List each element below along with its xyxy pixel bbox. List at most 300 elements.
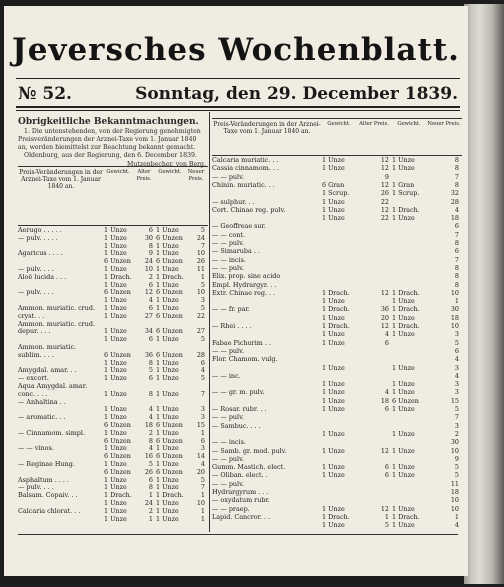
item-new-price: 27 xyxy=(196,327,205,336)
item-old-price: 34 xyxy=(144,327,153,336)
item-weight-new: 1 Scrup. xyxy=(392,189,420,198)
item-new-price: 26 xyxy=(196,257,205,266)
item-name: — — pulv. xyxy=(212,413,244,422)
item-weight: 1 Drach. xyxy=(322,322,350,330)
item-name: — — inc. xyxy=(212,371,241,380)
item-name: Elix. prop. sine acido xyxy=(212,272,281,281)
item-weight: 6 Unzen xyxy=(104,467,131,476)
item-new-price: 8 xyxy=(454,280,459,289)
price-table-left xyxy=(18,166,208,534)
table-row xyxy=(212,181,462,189)
notice-heading: Obrigkeitliche Bekanntmachungen. xyxy=(18,117,199,127)
item-old-price: 1 xyxy=(148,491,153,500)
item-weight-new: 1 Drach. xyxy=(156,272,184,281)
table-row xyxy=(212,339,462,347)
header-old-price: Alter Preis. xyxy=(359,121,389,127)
item-name: — — cont. xyxy=(212,230,245,239)
item-name: — — praep. xyxy=(212,504,250,513)
table-row xyxy=(18,413,208,421)
header-item-name: Preis-Veränderungen in der Arznei-Taxe vom 1. Januar 1840 an. xyxy=(213,121,321,135)
item-name: — Oliban. elect. . xyxy=(212,471,268,480)
table-row xyxy=(18,351,208,359)
item-name: Flor. Chamom. vulg. xyxy=(212,355,278,364)
item-old-price: 4 xyxy=(148,444,153,453)
item-weight: 1 Unze xyxy=(104,233,127,242)
item-old-price: 6 xyxy=(384,463,389,472)
item-weight: 1 Drach. xyxy=(104,491,132,500)
item-old-price: 5 xyxy=(148,460,153,468)
table-row xyxy=(212,214,462,222)
table-row xyxy=(18,483,208,491)
item-new-price: 28 xyxy=(196,350,205,359)
item-new-price: 3 xyxy=(454,388,459,397)
item-new-price: 7 xyxy=(454,255,459,264)
table-row xyxy=(212,272,462,280)
item-weight-new: 1 Drach. xyxy=(392,305,420,314)
item-old-price: 26 xyxy=(380,189,389,198)
item-new-price: 10 xyxy=(450,322,459,330)
item-name: — Simaruba . . xyxy=(212,247,260,256)
item-old-price: 6 xyxy=(384,471,389,480)
rule-double-a xyxy=(16,106,460,108)
table-row xyxy=(212,330,462,338)
table-header xyxy=(18,166,208,226)
table-row xyxy=(18,281,208,289)
item-new-price: 6 xyxy=(454,247,459,256)
item-new-price: 18 xyxy=(450,488,459,496)
item-weight-new: 1 Unze xyxy=(392,463,415,472)
item-old-price: 36 xyxy=(380,305,389,314)
item-weight: 1 Unze xyxy=(322,363,345,372)
table-row xyxy=(212,505,462,513)
item-weight: 1 Unze xyxy=(104,514,127,523)
item-name: cryst. . . xyxy=(18,311,45,320)
item-new-price: 6 xyxy=(454,222,459,231)
item-new-price: 1 xyxy=(200,506,205,515)
table-row xyxy=(212,281,462,289)
item-weight-new: 6 Unzen xyxy=(156,452,183,461)
item-old-price: 12 xyxy=(144,288,153,297)
item-weight-new: 1 Unze xyxy=(156,280,179,289)
item-new-price: 24 xyxy=(196,233,205,242)
item-weight-new: 1 Unze xyxy=(156,304,179,312)
table-row xyxy=(212,198,462,206)
item-old-price: 2 xyxy=(148,506,153,515)
item-weight: 1 Unze xyxy=(104,405,127,414)
item-weight-new: 6 Unzen xyxy=(156,288,183,297)
item-weight: 1 Unze xyxy=(322,446,345,455)
item-new-price: 30 xyxy=(450,438,459,447)
item-new-price: 5 xyxy=(200,226,205,234)
item-weight: 1 Unze xyxy=(322,504,345,513)
table-row xyxy=(212,256,462,264)
table-row xyxy=(18,234,208,242)
item-new-price: 8 xyxy=(454,156,459,164)
item-name: Balsam. Copaiv. . . xyxy=(18,491,78,500)
table-row xyxy=(212,206,462,214)
table-row xyxy=(212,355,462,363)
item-new-price: 5 xyxy=(200,335,205,344)
table-row xyxy=(18,265,208,273)
item-name: — Sambuc. . . . xyxy=(212,421,261,430)
header-weight-new: Gewicht. xyxy=(158,169,182,175)
item-weight: 1 Unze xyxy=(322,471,345,480)
item-weight-new: 1 Unze xyxy=(156,428,179,437)
item-weight: 1 Unze xyxy=(322,521,345,530)
item-old-price: 6 xyxy=(148,374,153,383)
item-old-price: 16 xyxy=(144,452,153,461)
item-name: Hydrargyrum . . . xyxy=(212,488,269,496)
item-old-price: 26 xyxy=(144,467,153,476)
item-name: — — incis. xyxy=(212,255,246,264)
item-weight: 1 Unze xyxy=(322,405,345,413)
item-new-price: 4 xyxy=(454,371,459,380)
item-weight-new: 1 Unze xyxy=(156,444,179,453)
item-name: conc. . . . xyxy=(18,389,48,398)
item-weight: 1 Unze xyxy=(104,226,127,234)
item-name: — — pulv. xyxy=(212,239,244,247)
item-weight: 6 Unzen xyxy=(104,288,131,297)
item-new-price: 4 xyxy=(454,355,459,364)
item-weight-new: 1 Drach. xyxy=(392,205,420,214)
item-weight: 1 Unze xyxy=(104,506,127,515)
header-new-price: Neuer Preis. xyxy=(427,121,461,127)
item-name: Cort. Chinae reg. pulv. xyxy=(212,205,286,214)
item-weight: 1 Unze xyxy=(104,413,127,422)
table-row xyxy=(18,452,208,460)
table-row xyxy=(212,480,462,488)
masthead-title: Jeversches Wochenblatt. xyxy=(12,32,460,68)
item-old-price: 8 xyxy=(148,241,153,250)
item-weight-new: 1 Unze xyxy=(392,363,415,372)
item-name: Ammon. muriatic. xyxy=(18,343,77,351)
item-name: Cassia cinnamom. . . xyxy=(212,164,279,173)
item-old-price: 6 xyxy=(148,475,153,484)
item-new-price: 18 xyxy=(450,214,459,223)
item-new-price: 1 xyxy=(200,428,205,437)
item-weight: 1 Unze xyxy=(322,156,345,164)
item-old-price: 12 xyxy=(380,164,389,173)
item-weight: 1 Unze xyxy=(322,338,345,347)
item-name: — Reginae Hung. xyxy=(18,460,75,468)
item-new-price: 11 xyxy=(196,265,205,273)
item-weight: 1 Unze xyxy=(322,380,345,389)
item-old-price: 22 xyxy=(380,214,389,223)
item-old-price: 4 xyxy=(384,330,389,339)
item-weight-new: 1 Unze xyxy=(156,483,179,492)
item-weight-new: 1 Unze xyxy=(156,249,179,258)
item-weight: 1 Unze xyxy=(322,164,345,173)
item-weight: 1 Unze xyxy=(104,249,127,258)
item-weight-new: 1 Unze xyxy=(392,330,415,339)
item-name: depur. . . . xyxy=(18,327,51,336)
item-old-price: 9 xyxy=(384,172,389,181)
item-old-price: 24 xyxy=(144,257,153,266)
item-weight: 1 Drach. xyxy=(322,305,350,314)
table-row xyxy=(212,405,462,413)
item-weight-new: 1 Unze xyxy=(156,366,179,375)
table-row xyxy=(18,242,208,250)
issue-date: Sonntag, den 29. December 1839. xyxy=(135,84,458,104)
official-notice xyxy=(18,118,206,169)
item-weight-new: 6 Unzen xyxy=(156,257,183,266)
item-new-price: 9 xyxy=(454,454,459,463)
item-old-price: 5 xyxy=(148,366,153,375)
item-old-price: 8 xyxy=(148,483,153,492)
item-new-price: 1 xyxy=(200,514,205,523)
item-weight: 1 Unze xyxy=(104,265,127,273)
item-weight: 1 Unze xyxy=(104,499,127,507)
item-weight-new: 1 Unze xyxy=(392,504,415,513)
item-weight-new: 1 Unze xyxy=(156,506,179,515)
item-name: — — pulv. xyxy=(212,479,244,488)
item-new-price: 8 xyxy=(454,164,459,173)
item-new-price: 7 xyxy=(200,389,205,398)
item-weight: 6 Gran xyxy=(322,180,345,189)
table-row xyxy=(18,405,208,413)
table-row xyxy=(212,347,462,355)
item-new-price: 8 xyxy=(454,272,459,281)
item-weight: 1 Unze xyxy=(322,463,345,472)
item-weight-new: 1 Unze xyxy=(392,446,415,455)
item-new-price: 5 xyxy=(200,475,205,484)
item-weight-new: 1 Unze xyxy=(392,297,415,306)
item-new-price: 5 xyxy=(454,338,459,347)
table-row xyxy=(212,289,462,297)
item-new-price: 10 xyxy=(196,499,205,507)
item-name: — — pulv. xyxy=(212,454,244,463)
item-weight: 1 Unze xyxy=(104,280,127,289)
item-weight-new: 6 Unzen xyxy=(156,421,183,429)
item-name: — pulv. . . . . xyxy=(18,233,58,242)
item-name: — — pulv. xyxy=(212,346,244,355)
item-old-price: 20 xyxy=(380,313,389,322)
header-item-name: Preis-Veränderungen in der Arznei-Taxe vom 1. Januar 1840 an. xyxy=(19,169,103,190)
table-row xyxy=(18,335,208,343)
notice-text: 1. Die untenstehenden, von der Regierung genehmigten Preisveränderungen der Arznei-Taxe vom 1. Januar 1840 an, werden hiemittelst zur Beachtung bekannt gemacht. xyxy=(18,128,201,151)
table-row xyxy=(212,189,462,197)
item-weight-new: 1 Unze xyxy=(156,405,179,414)
table-row xyxy=(18,288,208,296)
item-weight: 1 Unze xyxy=(322,297,345,306)
signature-right: von Berg. xyxy=(175,161,206,168)
item-name: — — pulv. xyxy=(212,172,244,181)
table-row xyxy=(212,372,462,380)
item-weight-new: 1 Unze xyxy=(156,241,179,250)
item-weight: 1 Unze xyxy=(104,358,127,367)
item-new-price: 7 xyxy=(454,172,459,181)
dateline xyxy=(18,84,458,104)
item-weight-new: 1 Unze xyxy=(156,475,179,484)
item-new-price: 4 xyxy=(454,521,459,530)
item-name: Aloë lucida . . . xyxy=(18,272,67,281)
item-weight: 1 Scrup. xyxy=(322,189,350,198)
table-row xyxy=(212,364,462,372)
item-new-price: 28 xyxy=(450,197,459,206)
item-name: Asphaltum . . . . xyxy=(18,475,69,484)
item-new-price: 18 xyxy=(450,313,459,322)
item-old-price: 12 xyxy=(380,288,389,297)
item-weight-new: 1 Unze xyxy=(156,226,179,234)
item-new-price: 1 xyxy=(200,491,205,500)
item-new-price: 7 xyxy=(200,241,205,250)
item-new-price: 3 xyxy=(454,363,459,372)
item-new-price: 3 xyxy=(200,444,205,453)
item-old-price: 12 xyxy=(380,504,389,513)
table-row xyxy=(18,437,208,445)
table-row xyxy=(212,430,462,438)
item-weight-new: 1 Unze xyxy=(392,156,415,164)
header-new-price: Neuer Preis. xyxy=(187,169,205,182)
item-weight-new: 1 Unze xyxy=(156,358,179,367)
item-new-price: 1 xyxy=(200,272,205,281)
table-row xyxy=(18,359,208,367)
item-weight: 1 Unze xyxy=(104,428,127,437)
item-new-price: 7 xyxy=(454,413,459,422)
item-new-price: 1 xyxy=(454,297,459,306)
item-name: Aerugo . . . . . xyxy=(18,226,62,234)
book-spine xyxy=(464,4,504,584)
item-old-price: 30 xyxy=(144,233,153,242)
item-name: — pulv. . . . xyxy=(18,265,54,273)
item-weight: 1 Unze xyxy=(104,460,127,468)
table-row xyxy=(212,222,462,230)
table-row xyxy=(212,239,462,247)
item-name: — excort. xyxy=(18,374,49,383)
table-row xyxy=(212,455,462,463)
header-weight: Gewicht. xyxy=(327,121,351,127)
table-row xyxy=(18,499,208,507)
table-row xyxy=(212,247,462,255)
item-old-price: 8 xyxy=(148,436,153,445)
item-weight-new: 6 Unzen xyxy=(156,233,183,242)
table-header xyxy=(212,118,462,156)
column-separator xyxy=(209,112,210,532)
item-old-price: 8 xyxy=(148,389,153,398)
table-row xyxy=(212,231,462,239)
item-old-price: 12 xyxy=(380,205,389,214)
item-old-price: 8 xyxy=(148,358,153,367)
item-new-price: 3 xyxy=(454,330,459,339)
item-weight: 1 Unze xyxy=(104,483,127,492)
item-name: Agaricus . . . . xyxy=(18,249,63,258)
item-weight-new: 1 Unze xyxy=(156,265,179,273)
table-row xyxy=(212,463,462,471)
item-weight-new: 6 Unzen xyxy=(156,350,183,359)
table-row xyxy=(212,297,462,305)
item-new-price: 10 xyxy=(450,446,459,455)
item-new-price: 7 xyxy=(200,483,205,492)
item-weight-new: 1 Unze xyxy=(156,413,179,422)
table-row xyxy=(18,327,208,335)
item-weight: 1 Unze xyxy=(104,444,127,453)
table-row xyxy=(18,507,208,515)
table-row xyxy=(212,422,462,430)
item-name: Chinin. muriatic. . . xyxy=(212,180,275,189)
item-old-price: 10 xyxy=(144,265,153,273)
table-row xyxy=(212,471,462,479)
item-name: — Rhei . . . . xyxy=(212,322,252,330)
item-old-price: 18 xyxy=(380,396,389,405)
item-new-price: 2 xyxy=(454,429,459,438)
item-weight: 1 Unze xyxy=(104,327,127,336)
item-name: — Rosar. rubr. . . xyxy=(212,405,267,413)
header-old-price: Alter Preis. xyxy=(136,169,152,182)
table-row xyxy=(18,444,208,452)
price-table-right xyxy=(212,118,462,534)
item-old-price: 6 xyxy=(148,304,153,312)
table-row xyxy=(18,249,208,257)
newspaper-page xyxy=(4,6,468,576)
item-weight: 1 Unze xyxy=(104,475,127,484)
item-name: — Cinnamom. simpl. xyxy=(18,428,85,437)
table-row xyxy=(18,374,208,382)
item-weight-new: 1 Unze xyxy=(392,214,415,223)
table-row xyxy=(212,314,462,322)
table-row xyxy=(18,226,208,234)
table-row xyxy=(212,438,462,446)
item-weight: 1 Unze xyxy=(104,311,127,320)
item-new-price: 10 xyxy=(450,504,459,513)
item-new-price: 5 xyxy=(200,280,205,289)
table-row xyxy=(18,468,208,476)
item-old-price: 24 xyxy=(144,499,153,507)
table-row xyxy=(212,305,462,313)
item-weight-new: 1 Unze xyxy=(392,313,415,322)
item-weight-new: 1 Unze xyxy=(392,380,415,389)
item-name: sublim. . . . xyxy=(18,350,54,359)
item-weight: 1 Unze xyxy=(322,388,345,397)
item-name: Extr. Chinae reg. . . xyxy=(212,288,276,297)
item-old-price: 12 xyxy=(380,446,389,455)
item-new-price: 10 xyxy=(450,288,459,297)
item-name: Gumm. Mastich. elect. xyxy=(212,463,286,472)
item-weight-new: 6 Unzen xyxy=(156,467,183,476)
item-new-price: 8 xyxy=(454,239,459,247)
rule-double-b xyxy=(16,110,460,111)
item-new-price: 5 xyxy=(200,374,205,383)
item-new-price: 30 xyxy=(450,305,459,314)
item-weight-new: 1 Unze xyxy=(156,460,179,468)
item-new-price: 5 xyxy=(454,471,459,480)
item-new-price: 4 xyxy=(200,366,205,375)
item-old-price: 1 xyxy=(384,512,389,521)
signature-name: Mutzenbecher. xyxy=(127,161,174,168)
item-old-price: 6 xyxy=(384,405,389,413)
item-weight-new: 1 Unze xyxy=(156,296,179,305)
item-weight: 1 Unze xyxy=(104,366,127,375)
item-new-price: 10 xyxy=(196,288,205,297)
item-name: Amygdal. amar. . . xyxy=(18,366,77,375)
item-new-price: 7 xyxy=(454,230,459,239)
item-name: Ammon. muriatic. crud. xyxy=(18,304,95,312)
table-row xyxy=(18,460,208,468)
item-old-price: 9 xyxy=(148,249,153,258)
table-row xyxy=(212,496,462,504)
item-weight: 6 Unzen xyxy=(104,257,131,266)
item-weight-new: 1 Drach. xyxy=(392,288,420,297)
item-new-price: 8 xyxy=(454,180,459,189)
item-weight: 1 Drach. xyxy=(322,512,350,521)
item-old-price: 12 xyxy=(380,180,389,189)
item-name: — Anhaltina . . xyxy=(18,397,66,406)
item-new-price: 1 xyxy=(454,512,459,521)
item-weight-new: 1 Unze xyxy=(392,164,415,173)
item-name: — pulv. . . . xyxy=(18,483,54,492)
header-weight: Gewicht. xyxy=(106,169,130,175)
item-name: Ammon. muriatic. crud. xyxy=(18,319,95,328)
rule-top xyxy=(16,78,460,79)
